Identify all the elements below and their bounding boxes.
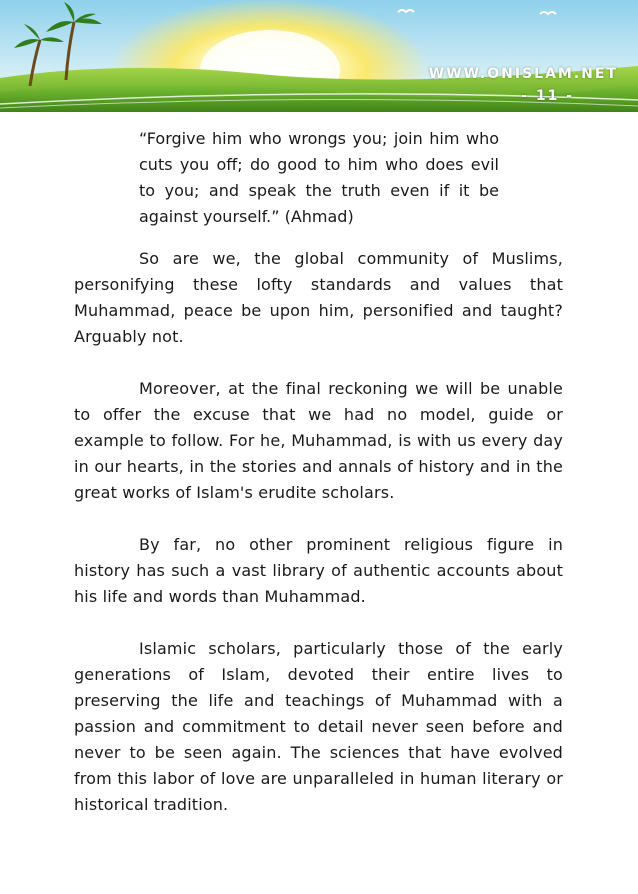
body-text [74, 246, 563, 844]
paragraph: So are we, the global community of Muslims, personifying these lofty standards and values that Muhammad, peace be upon him, personified and taught? Arguably not. [74, 249, 563, 346]
page-number: - 11 - [521, 88, 574, 104]
hadith-quote: “Forgive him who wrongs you; join him who cuts you off; do good to him who does evil to you; and speak the truth even if it be against yourself.” (Ahmad) [139, 129, 499, 226]
header-banner [0, 0, 638, 112]
paragraph: By far, no other prominent religious figure in history has such a vast library of authentic accounts about his life and words than Muhammad. [74, 535, 563, 606]
paragraph: Moreover, at the final reckoning we will be unable to offer the excuse that we had no model, guide or example to follow. For he, Muhammad, is with us every day in our hearts, in the stories and annals of history and in the great works of Islam's erudite scholars. [74, 379, 563, 502]
site-url: WWW.ONISLAM.NET [428, 66, 618, 82]
paragraph: Islamic scholars, particularly those of the early generations of Islam, devoted their entire lives to preserving the life and teachings of Muhammad with a passion and commitment to detail never seen before and never to be seen again. The sciences that have evolved from this labor of love are unparalleled in human literary or historical tradition. [74, 639, 563, 814]
